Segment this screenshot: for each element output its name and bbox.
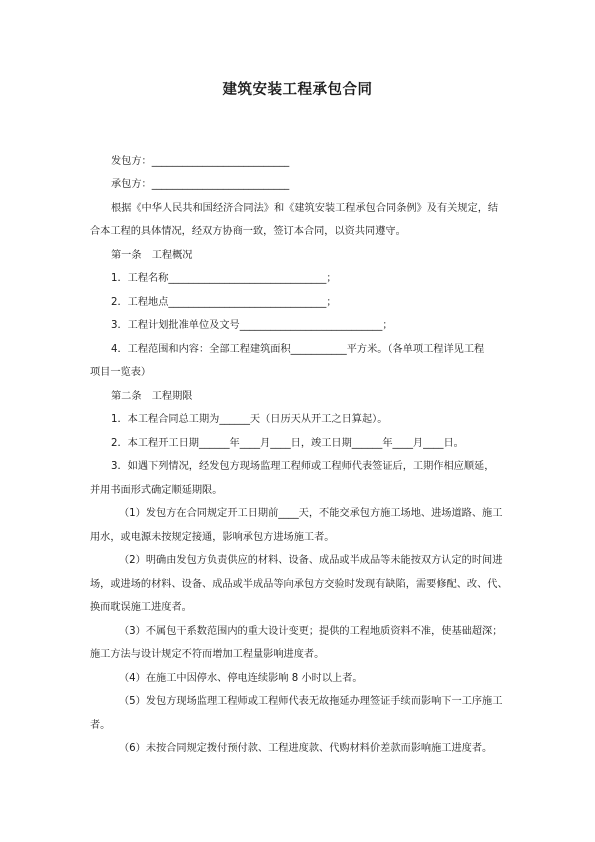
extension-item-line-1: 3．如遇下列情况，经发包方现场监理工程师或工程师代表签证后，工期作相应顺延， [111, 461, 495, 472]
employer-field: 发包方：___________________________ [111, 156, 290, 167]
total-duration-item: 1．本工程合同总工期为______天（日历天从开工之日算起）。 [111, 414, 388, 425]
case-2-line-3: 换而耽误施工进度者。 [90, 602, 192, 613]
contractor-field: 承包方：___________________________ [111, 179, 290, 190]
case-2-line-1: （2）明确由发包方负责供应的材料、设备、成品或半成品等未能按双方认定的时间进 [119, 555, 503, 566]
approval-unit-item: 3．工程计划批准单位及文号____________________________； [111, 320, 393, 331]
extension-item-line-2: 并用书面形式确定顺延期限。 [90, 485, 223, 496]
case-3-line-2: 施工方法与设计规定不符而增加工程量影响进度者。 [90, 649, 325, 660]
project-scope-item-line-2: 项目一览表） [90, 367, 152, 378]
case-5-line-1: （5）发包方现场监理工程师或工程师代表无故拖延办理签证手续而影响下一工序施工 [119, 696, 503, 707]
preamble-line-1: 根据《中华人民共和国经济合同法》和《建筑安装工程承包合同条例》及有关规定，结 [111, 203, 499, 214]
case-1-line-2: 用水，或电源未按规定接通，影响承包方进场施工者。 [90, 532, 335, 543]
preamble-line-2: 合本工程的具体情况，经双方协商一致，签订本合同，以资共同遵守。 [90, 226, 406, 237]
case-3-line-1: （3）不属包干系数范围内的重大设计变更；提供的工程地质资料不准，使基础超深； [119, 626, 503, 637]
start-end-date-item: 2．本工程开工日期______年____月____日，竣工日期______年____月____日。 [111, 438, 464, 449]
project-scope-item-line-1: 4．工程范围和内容：全部工程建筑面积___________平方米。（各单项工程详见工程 [111, 344, 485, 355]
case-5-line-2: 者。 [90, 720, 111, 731]
document-title: 建筑安装工程承包合同 [222, 82, 373, 98]
case-1-line-1: （1）发包方在合同规定开工日期前____天，不能交承包方施工场地、进场道路、施工 [119, 508, 503, 519]
case-4-line: （4）在施工中因停水、停电连续影响 8 小时以上者。 [119, 673, 363, 684]
article-1-heading: 第一条 工程概况 [111, 250, 193, 261]
project-location-item: 2．工程地点_______________________________； [111, 297, 337, 308]
article-2-heading: 第二条 工程期限 [111, 391, 193, 402]
project-name-item: 1．工程名称_______________________________； [111, 273, 337, 284]
case-6-line: （6）未按合同规定拨付预付款、工程进度款、代购材料价差款而影响施工进度者。 [119, 743, 493, 754]
case-2-line-2: 场，或进场的材料、设备、成品或半成品等向承包方交验时发现有缺陷，需要修配、改、代、 [90, 579, 508, 590]
